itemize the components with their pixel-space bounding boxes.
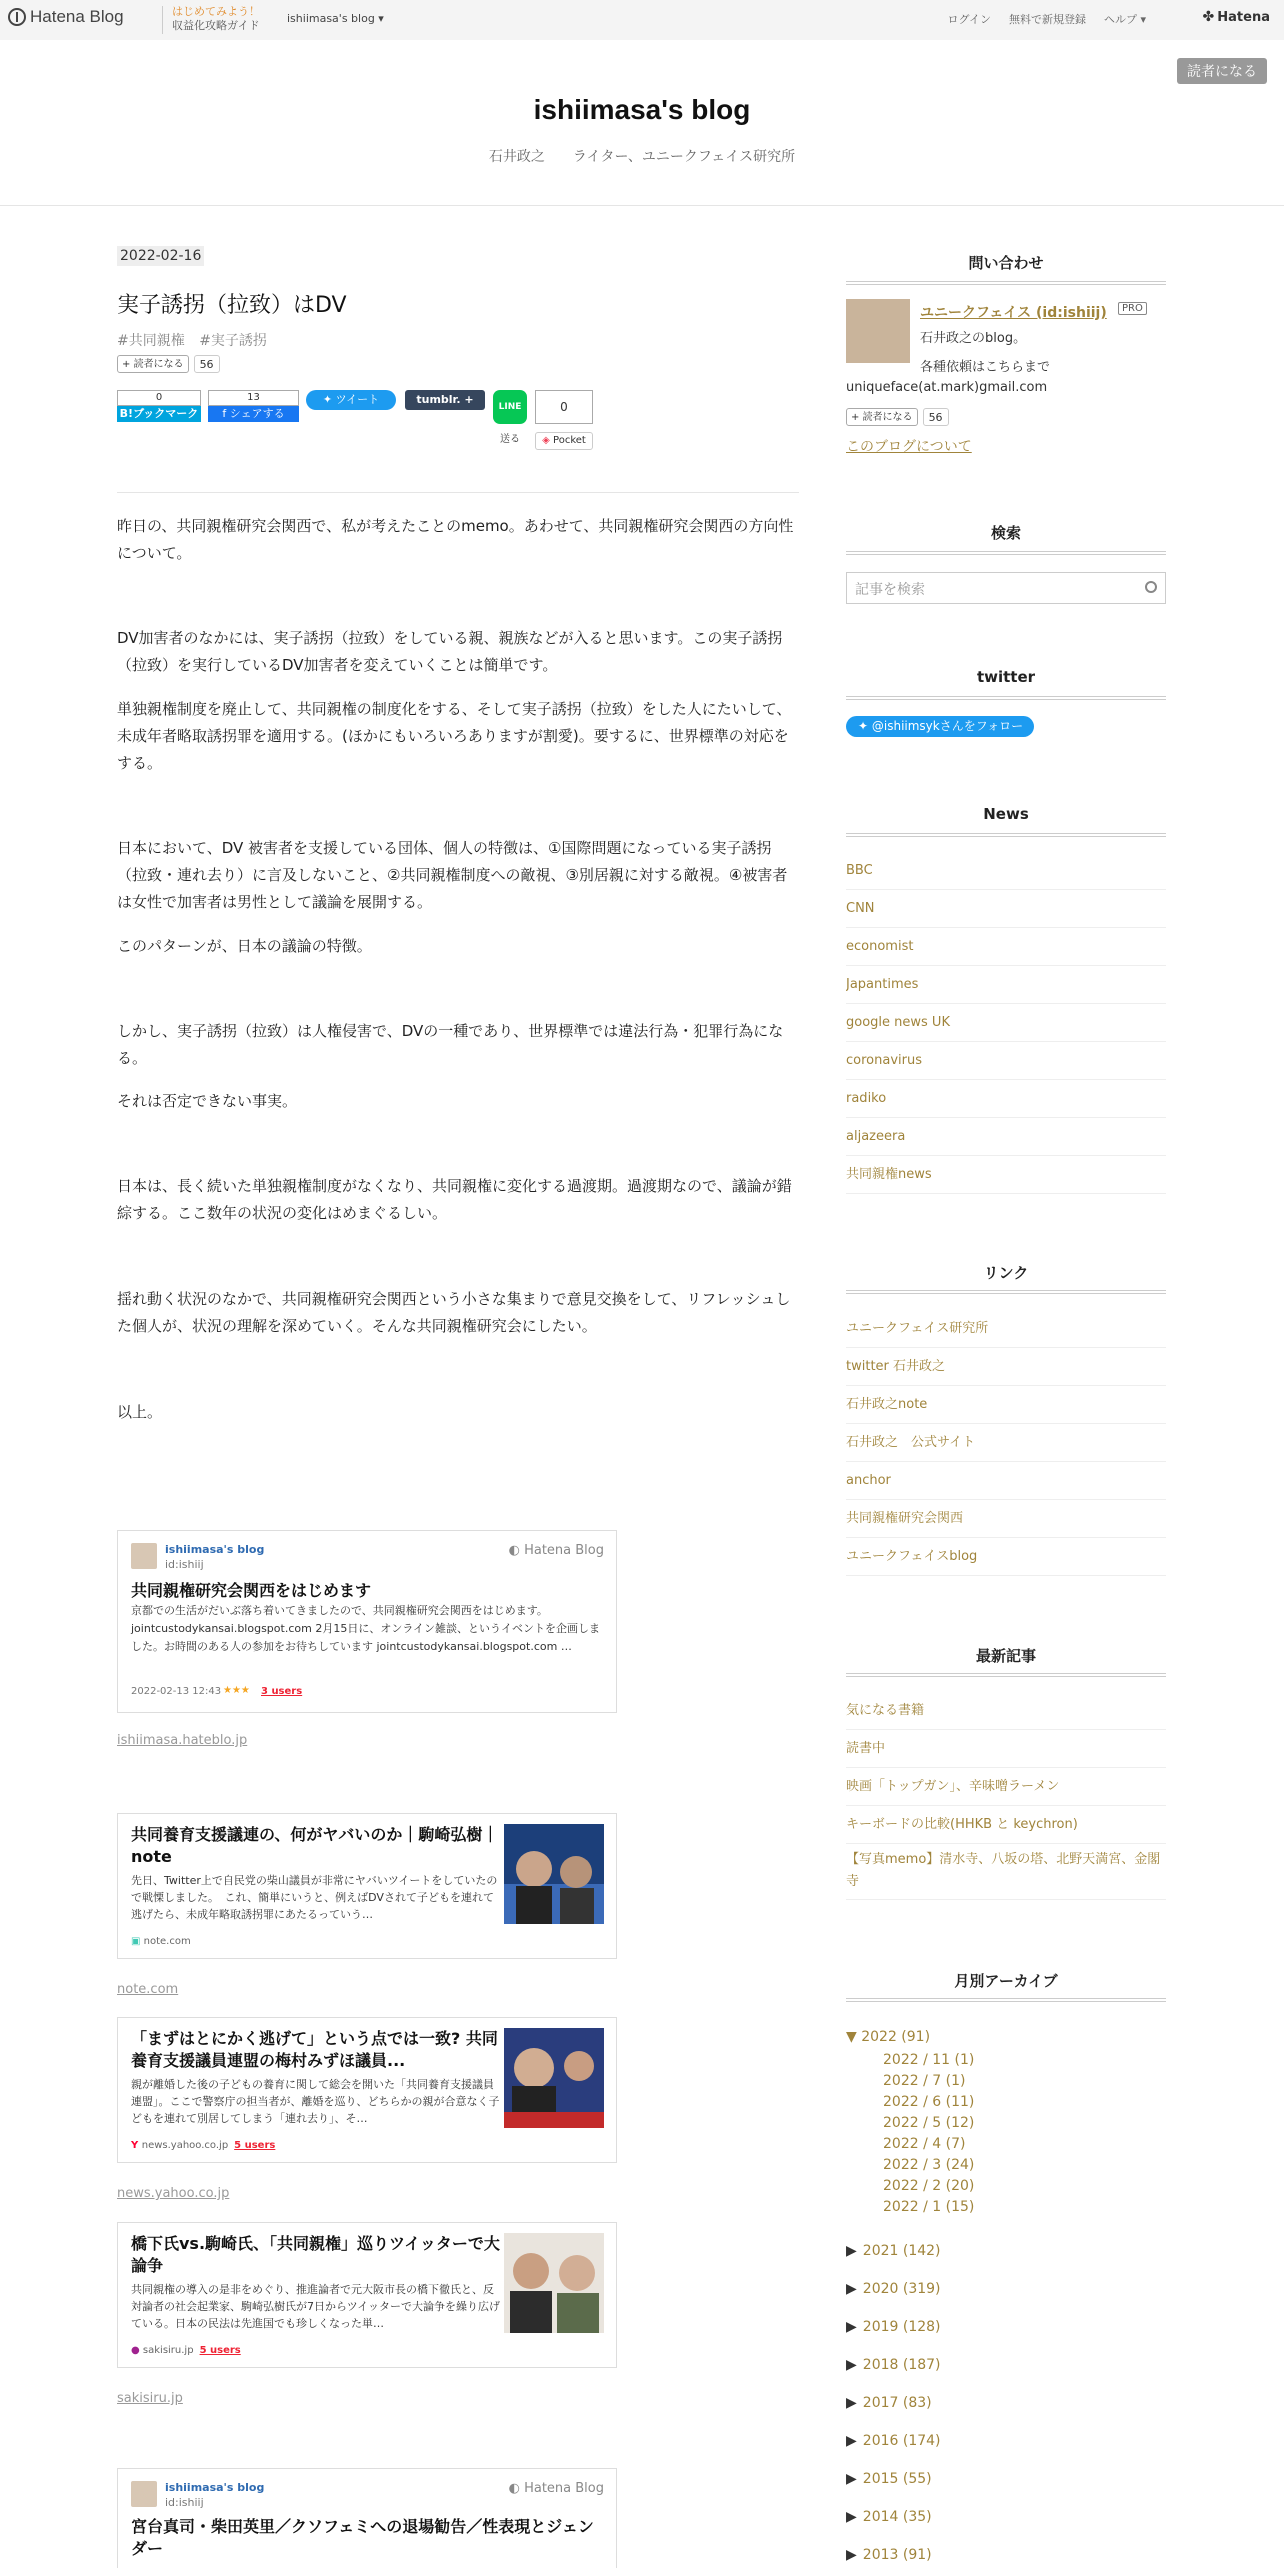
bookmark-users[interactable]: 5 users — [199, 2345, 241, 2356]
link-embed-card[interactable] — [117, 1813, 617, 1959]
promo-line: はじめてみよう！ — [172, 5, 260, 18]
facebook-icon: f — [222, 407, 230, 420]
avatar — [131, 1543, 157, 1569]
profile-description: 石井政之のblog。 — [920, 331, 1027, 346]
sidebar-heading: twitter — [976, 668, 1036, 686]
paragraph: 以上。 — [117, 1403, 163, 1421]
search-placeholder: 記事を検索 — [855, 582, 925, 598]
paragraph: しかし、実子誘拐（拉致）は人権侵害で、DVの一種であり、世界標準では違法行為・犯罪行為になる。 — [117, 1022, 784, 1067]
news-link[interactable]: 共同親権news — [846, 1156, 1166, 1194]
subscriber-count: 56 — [923, 408, 949, 426]
hatena-logo-icon — [8, 8, 26, 26]
paragraph: 揺れ動く状況のなかで、共同親権研究会関西という小さな集まりで意見交換をして、リフレッシュした個人が、状況の理解を深めていく。そんな共同親権研究会にしたい。 — [117, 1290, 791, 1335]
archive-year-label: 2021 (142) — [862, 2243, 941, 2259]
embed-title[interactable]: 橋下氏vs.駒崎氏、「共同親権」巡りツイッターで大論争 — [131, 2234, 500, 2275]
embed-source-link[interactable]: sakisiru.jp — [117, 2391, 183, 2406]
triangle-right-icon: ▶ — [846, 2243, 857, 2259]
logo-text: Hatena Blog — [30, 7, 124, 26]
hatebu-count: 0 — [117, 390, 201, 406]
badge-text: Hatena Blog — [524, 1543, 604, 1558]
tweet-label: ツイート — [335, 393, 380, 406]
sidebar-heading: 検索 — [990, 524, 1021, 542]
global-header — [0, 0, 1284, 40]
embed-description: 親が離婚した後の子どもの養育に関して総会を開いた「共同養育支援議員連盟」。ここで警察庁の担当者が、離婚を巡り、どちらかの親が合意なく子どもを連れて別居してしまう「連れ去り」、そ… — [131, 2078, 500, 2125]
archive-month-link[interactable]: 2022 / 2 (20) — [883, 2178, 975, 2194]
yahoo-icon: Y — [131, 2140, 142, 2151]
embed-title[interactable]: 共同養育支援議連の、何がヤバいのか｜駒崎弘樹｜note — [131, 1825, 499, 1866]
triangle-right-icon: ▶ — [846, 2395, 857, 2411]
archive-year-expanded[interactable]: ▼ 2022 (91) — [846, 2029, 931, 2045]
sidebar-link[interactable]: 共同親権研究会関西 — [846, 1500, 1166, 1538]
profile-avatar[interactable] — [846, 299, 910, 363]
search-input[interactable] — [846, 572, 1166, 604]
divider — [0, 205, 1284, 206]
source-text: news.yahoo.co.jp — [141, 2140, 229, 2151]
hatena-icon: ✤ — [1202, 9, 1215, 25]
archive-year[interactable] — [846, 2422, 1166, 2460]
avatar — [131, 2481, 157, 2507]
category-link[interactable]: #共同親権 — [117, 333, 185, 349]
archive-month-link[interactable]: 2022 / 11 (1) — [883, 2052, 975, 2068]
embed-source-link[interactable]: note.com — [117, 1982, 179, 1997]
bookmark-users[interactable]: 3 users — [261, 1686, 303, 1697]
divider — [846, 1998, 1166, 2002]
archive-year[interactable] — [846, 2536, 1166, 2568]
hatena-logo-icon: ◐ — [508, 1543, 525, 1558]
triangle-right-icon: ▶ — [846, 2547, 857, 2563]
sidebar-link[interactable]: 石井政之 公式サイト — [846, 1424, 1166, 1462]
entry-title[interactable]: 実子誘拐（拉致）はDV — [117, 293, 347, 318]
archive-month-link[interactable]: 2022 / 5 (12) — [883, 2115, 975, 2131]
archive-year[interactable] — [846, 2308, 1166, 2346]
news-link[interactable]: Japantimes — [846, 966, 1166, 1004]
embed-source-link[interactable]: news.yahoo.co.jp — [117, 2186, 230, 2201]
hatena-logo-icon: ◐ — [508, 2481, 525, 2496]
embed-source — [131, 2345, 241, 2356]
embed-description: 共同親権の導入の是非をめぐり、推進論者で元大阪市長の橋下徹氏と、反対論者の社会起業家、駒崎弘樹氏が7日からツイッターで大論争を繰り広げている。日本の民法は先進国でも珍しくなった単… — [131, 2283, 501, 2330]
recent-post-link[interactable]: 【写真memo】清水寺、八坂の塔、北野天満宮、金閣寺 — [846, 1844, 1166, 1900]
news-link[interactable]: economist — [846, 928, 1166, 966]
divider — [846, 1673, 1166, 1677]
sidebar-link[interactable]: 石井政之note — [846, 1386, 1166, 1424]
archive-year[interactable] — [846, 2460, 1166, 2498]
sidebar-heading: 問い合わせ — [968, 254, 1044, 272]
recent-post-link[interactable]: 映画「トップガン」、辛味噌ラーメン — [846, 1768, 1166, 1806]
line-label: 送る — [500, 434, 520, 445]
archive-year[interactable] — [846, 2384, 1166, 2422]
archive-month-link[interactable]: 2022 / 1 (15) — [883, 2199, 975, 2215]
archive-year-label: 2018 (187) — [862, 2357, 941, 2373]
paragraph: DV加害者のなかには、実子誘拐（拉致）をしている親、親族などが入ると思います。この実子誘拐（拉致）を実行しているDV加害者を変えていくことは簡単です。 — [117, 629, 783, 674]
archive-year-label: 2014 (35) — [862, 2509, 932, 2525]
tweet-button[interactable] — [306, 390, 396, 410]
badge-text: Hatena Blog — [524, 2481, 604, 2496]
blog-title[interactable]: ishiimasa's blog — [533, 94, 751, 125]
sidebar-link[interactable]: ユニークフェイス研究所 — [846, 1310, 1166, 1348]
plus-icon: + — [122, 359, 134, 370]
news-link[interactable]: BBC — [846, 852, 1166, 890]
divider — [846, 696, 1166, 700]
pocket-count: 0 — [535, 390, 593, 424]
news-list — [846, 852, 1166, 1194]
archive-year-label: 2016 (174) — [862, 2433, 941, 2449]
archive-year-label: 2017 (83) — [862, 2395, 932, 2411]
embed-source — [131, 1936, 191, 1947]
archive-year-label: 2019 (128) — [862, 2319, 941, 2335]
divider — [846, 281, 1166, 285]
twitter-bird-icon: ✦ — [322, 393, 336, 406]
note-icon: ▣ — [131, 1936, 144, 1947]
embed-source — [131, 2140, 275, 2151]
embed-title[interactable]: 共同親権研究会関西をはじめます — [131, 1581, 372, 1600]
login-link[interactable]: ログイン — [947, 13, 991, 26]
subscribe-small-button[interactable] — [846, 408, 918, 426]
source-text: sakisiru.jp — [142, 2345, 194, 2356]
thumbnail-image — [504, 1824, 604, 1924]
promo-link[interactable] — [172, 5, 260, 33]
sidebar-subscribe — [846, 408, 949, 426]
links-list — [846, 1310, 1166, 1576]
entry-categories — [117, 330, 277, 350]
embed-blog-name[interactable]: ishiimasa's blog — [165, 1543, 265, 1556]
archive-month-link[interactable]: 2022 / 4 (7) — [883, 2136, 966, 2152]
archive-year-label: 2020 (319) — [862, 2281, 941, 2297]
bookmark-users[interactable]: 5 users — [234, 2140, 276, 2151]
entry-date[interactable]: 2022-02-16 — [117, 246, 204, 266]
about-link[interactable]: このブログについて — [846, 439, 972, 455]
help-menu[interactable]: ヘルプ ▾ — [1103, 13, 1146, 26]
news-link[interactable]: radiko — [846, 1080, 1166, 1118]
recent-posts-list — [846, 1692, 1166, 1900]
contact-line: 各種依頼はこちらまで — [920, 360, 1051, 375]
archive-year[interactable] — [846, 2232, 1166, 2270]
archive-month-link[interactable]: 2022 / 6 (11) — [883, 2094, 975, 2110]
hatena-blog-logo[interactable] — [8, 7, 124, 27]
embed-title[interactable]: 「まずはとにかく逃げて」という点では一致? 共同養育支援議員連盟の梅村みずほ議員... — [131, 2029, 498, 2070]
sidebar-heading: 最新記事 — [975, 1647, 1036, 1665]
source-text: note.com — [143, 1936, 191, 1947]
triangle-right-icon: ▶ — [846, 2509, 857, 2525]
news-link[interactable]: google news UK — [846, 1004, 1166, 1042]
blog-menu[interactable]: ishiimasa's blog ▾ — [287, 12, 384, 25]
sakisiru-icon: ● — [131, 2345, 143, 2356]
divider — [846, 833, 1166, 837]
paragraph: 昨日の、共同親権研究会関西で、私が考えたことのmemo。あわせて、共同親権研究会関西の方向性について。 — [117, 517, 794, 562]
divider — [846, 1290, 1166, 1294]
triangle-right-icon: ▶ — [846, 2433, 857, 2449]
hatena-blog-badge — [509, 2481, 604, 2496]
blog-embed-card[interactable] — [117, 1530, 617, 1713]
promo-line: 収益化攻略ガイド — [172, 19, 260, 32]
hatebu-button[interactable]: B!ブックマーク — [117, 406, 201, 422]
embed-description: 京都での生活がだいぶ落ち着いてきましたので、共同親権研究会関西をはじめます。 jointcustodykansai.blogspot.com 2月15日に、オンライン雑談、というイベントを企画しました。お時間のある人の参加をお待ちしています jointcustodykansai.blogspot.com … — [131, 1604, 600, 1653]
tumblr-button[interactable]: tumblr. + — [405, 390, 485, 410]
follow-label: @ishiimsykさんをフォロー — [871, 719, 1024, 733]
archive-year-label: 2015 (55) — [862, 2471, 932, 2487]
recent-post-link[interactable]: 読書中 — [846, 1730, 1166, 1768]
paragraph: 日本は、長く続いた単独親権制度がなくなり、共同親権に変化する過渡期。過渡期なので、議論が錯綜する。ここ数年の状況の変化はめまぐるしい。 — [117, 1177, 792, 1222]
embed-user-id: id:ishiij — [165, 1558, 204, 1571]
profile-name[interactable]: ユニークフェイス (id:ishiij) — [920, 305, 1107, 321]
news-link[interactable]: aljazeera — [846, 1118, 1166, 1156]
star-icon: ★★★ — [223, 1685, 250, 1696]
triangle-right-icon: ▶ — [846, 2281, 857, 2297]
line-share-button[interactable]: LINE — [493, 390, 527, 424]
divider — [162, 6, 163, 34]
link-embed-card[interactable] — [117, 2222, 617, 2368]
account-nav — [948, 11, 1164, 27]
sidebar-heading: 月別アーカイブ — [954, 1972, 1058, 1990]
archive-month-link[interactable]: 2022 / 3 (24) — [883, 2157, 975, 2173]
divider — [846, 551, 1166, 555]
hatena-blog-badge — [509, 1543, 604, 1558]
facebook-count: 13 — [208, 390, 299, 406]
archive-list — [846, 2025, 1166, 2568]
facebook-label: シェアする — [229, 407, 285, 420]
archive-year[interactable] — [846, 2270, 1166, 2308]
paragraph: 単独親権制度を廃止して、共同親権の制度化をする、そして実子誘拐（拉致）をした人にたいして、未成年者略取誘拐罪を適用する。(ほかにもいろいろありますが割愛)。要するに、世界標準の対応をする。 — [117, 700, 792, 772]
paragraph: このパターンが、日本の議論の特徴。 — [117, 937, 372, 955]
pocket-button[interactable] — [535, 432, 593, 450]
hatena-link[interactable] — [1203, 9, 1270, 25]
blog-embed-card[interactable] — [117, 2468, 617, 2568]
paragraph: それは否定できない事実。 — [117, 1092, 298, 1110]
embed-user-id: id:ishiij — [165, 2496, 204, 2509]
blog-description: 石井政之 ライター、ユニークフェイス研究所 — [488, 149, 796, 165]
facebook-share[interactable] — [208, 390, 299, 430]
sidebar-heading: News — [983, 805, 1029, 823]
pocket-icon: ◈ — [542, 435, 554, 446]
category-link[interactable]: #実子誘拐 — [199, 333, 267, 349]
plus-icon: + — [851, 412, 863, 423]
hatena-text: Hatena — [1217, 9, 1270, 25]
embed-date: 2022-02-13 12:43 — [131, 1686, 222, 1697]
archive-year[interactable] — [846, 2346, 1166, 2384]
twitter-bird-icon: ✦ — [858, 719, 872, 733]
divider — [117, 492, 799, 493]
pocket-label: Pocket — [553, 435, 586, 446]
triangle-right-icon: ▶ — [846, 2471, 857, 2487]
sidebar-link[interactable]: ユニークフェイスblog — [846, 1538, 1166, 1576]
subscriber-count: 56 — [194, 355, 220, 373]
twitter-follow-button[interactable] — [846, 716, 1034, 737]
sidebar-link[interactable]: anchor — [846, 1462, 1166, 1500]
thumbnail-image — [504, 2028, 604, 2128]
profile-contact — [846, 358, 1166, 398]
triangle-right-icon: ▶ — [846, 2357, 857, 2373]
link-embed-card[interactable] — [117, 2017, 617, 2163]
entry-subscribe — [117, 355, 220, 373]
news-link[interactable]: coronavirus — [846, 1042, 1166, 1080]
facebook-button[interactable] — [208, 406, 299, 422]
subscribe-button[interactable]: 読者になる — [1177, 58, 1267, 84]
pro-badge: PRO — [1118, 302, 1147, 315]
embed-title[interactable]: 宮台真司・柴田英里／クソフェミへの退場勧告／性表現とジェンダー — [131, 2517, 594, 2558]
triangle-right-icon: ▶ — [846, 2319, 857, 2335]
hatebu-share[interactable] — [117, 390, 201, 430]
news-link[interactable]: CNN — [846, 890, 1166, 928]
spacer — [846, 2218, 1166, 2232]
recent-post-link[interactable]: 気になる書籍 — [846, 1692, 1166, 1730]
signup-link[interactable]: 無料で新規登録 — [1008, 13, 1086, 26]
subscribe-label: 読者になる — [133, 359, 184, 370]
paragraph: 日本において、DV 被害者を支援している団体、個人の特徴は、①国際問題になっている実子誘拐（拉致・連れ去り）に言及しないこと、②共同親権制度への敵視、③別居親に対する敵視。④被害者は女性で加害者は男性として議論を展開する。 — [117, 839, 788, 911]
archive-month-link[interactable]: 2022 / 7 (1) — [883, 2073, 966, 2089]
thumbnail-image — [504, 2233, 604, 2333]
embed-source-link[interactable]: ishiimasa.hateblo.jp — [117, 1733, 248, 1748]
contact-email: uniqueface(at.mark)gmail.com — [846, 380, 1048, 395]
archive-year-label: 2013 (91) — [862, 2547, 932, 2563]
sidebar-heading: リンク — [983, 1264, 1029, 1282]
sidebar-link[interactable]: twitter 石井政之 — [846, 1348, 1166, 1386]
subscribe-small-button[interactable] — [117, 355, 189, 373]
embed-blog-name[interactable]: ishiimasa's blog — [165, 2481, 265, 2494]
subscribe-label: 読者になる — [862, 412, 913, 423]
search-icon[interactable] — [1145, 581, 1157, 593]
recent-post-link[interactable]: キーボードの比較(HHKB と keychron) — [846, 1806, 1166, 1844]
archive-year[interactable] — [846, 2498, 1166, 2536]
embed-description: 先日、Twitter上で自民党の柴山議員が非常にヤバいツイートをしていたので戦慄しました。 これ、簡単にいうと、例えばDVされて子どもを連れて逃げたら、未成年略取誘拐罪にあたるっていう… — [131, 1874, 498, 1921]
